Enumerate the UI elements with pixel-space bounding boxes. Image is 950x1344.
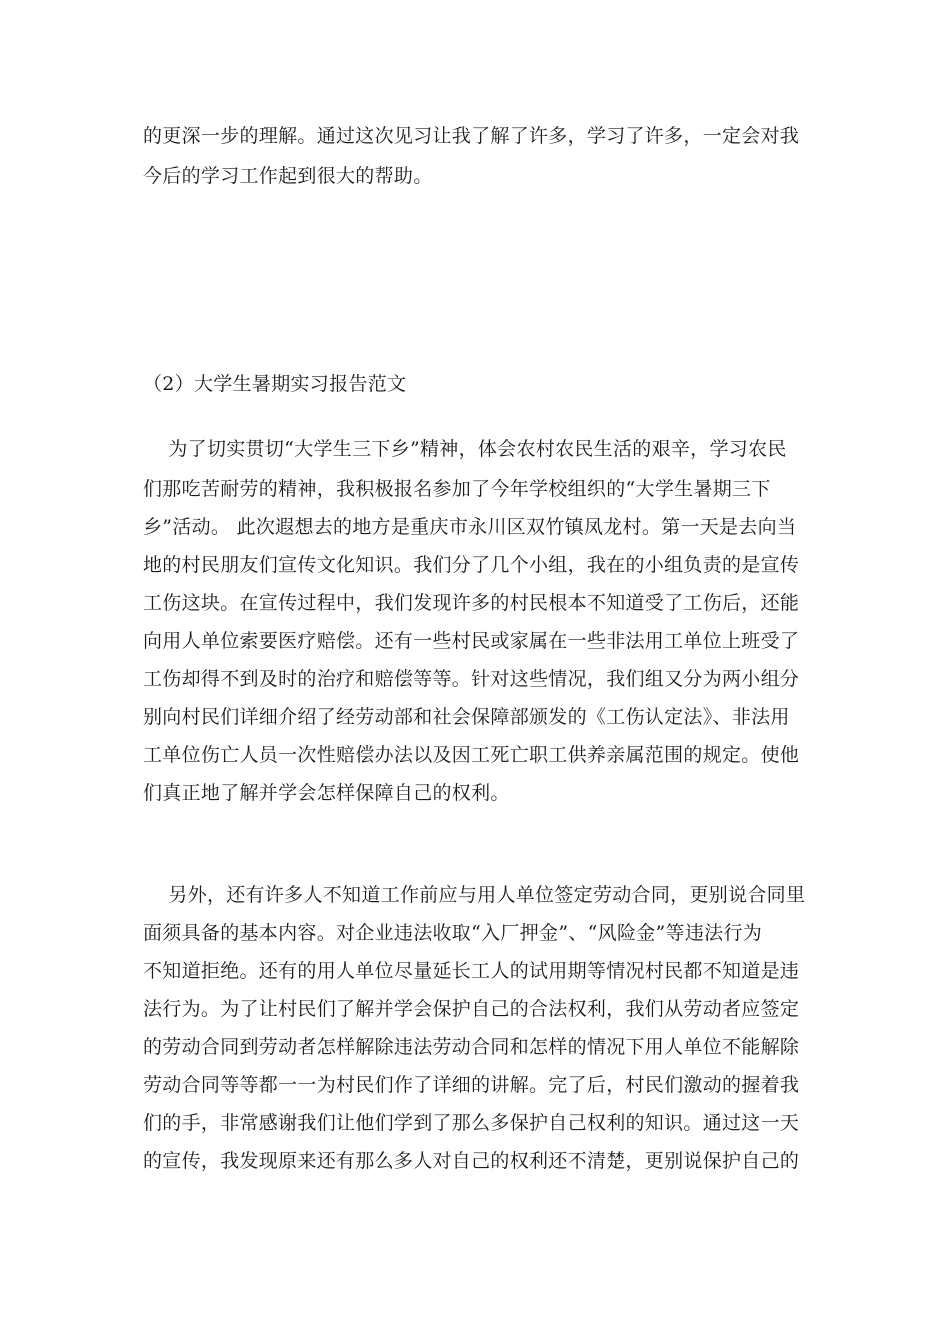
paragraph1-line-8: 别向村民们详细介绍了经劳动部和社会保障部颁发的《工伤认定法》、非法用 bbox=[143, 706, 790, 728]
paragraph2-line-6: 劳动合同等等都一一为村民们作了详细的讲解。完了后，村民们激动的握着我 bbox=[143, 1074, 800, 1096]
paragraph2-line-7: 们的手，非常感谢我们让他们学到了那么多保护自己权利的知识。通过这一天 bbox=[143, 1112, 800, 1134]
section-heading: （2）大学生暑期实习报告范文 bbox=[143, 373, 407, 395]
paragraph1-line-2: 们那吃苦耐劳的精神，我积极报名参加了今年学校组织的“大学生暑期三下 bbox=[143, 478, 771, 500]
paragraph1-line-6: 向用人单位索要医疗赔偿。还有一些村民或家属在一些非法用工单位上班受了 bbox=[143, 630, 800, 652]
continuation-line-1: 的更深一步的理解。通过这次见习让我了解了许多，学习了许多，一定会对我 bbox=[143, 125, 800, 147]
paragraph2-line-5: 的劳动合同到劳动者怎样解除违法劳动合同和怎样的情况下用人单位不能解除 bbox=[143, 1036, 800, 1058]
paragraph2-line-2: 面须具备的基本内容。对企业违法收取“入厂押金”、“风险金”等违法行为 bbox=[143, 922, 763, 944]
paragraph2-line-1: 另外，还有许多人不知道工作前应与用人单位签定劳动合同，更别说合同里 bbox=[143, 884, 806, 906]
paragraph1-line-7: 工伤却得不到及时的治疗和赔偿等等。针对这些情况，我们组又分为两小组分 bbox=[143, 668, 800, 690]
paragraph2-line-3: 不知道拒绝。还有的用人单位尽量延长工人的试用期等情况村民都不知道是违 bbox=[143, 960, 800, 982]
paragraph1-line-4: 地的村民朋友们宣传文化知识。我们分了几个小组，我在的小组负责的是宣传 bbox=[143, 554, 800, 576]
paragraph1-line-1: 为了切实贯切“大学生三下乡”精神，体会农村农民生活的艰辛，学习农民 bbox=[143, 438, 787, 460]
paragraph2-line-4: 法行为。为了让村民们了解并学会保护自己的合法权利，我们从劳动者应签定 bbox=[143, 998, 800, 1020]
paragraph1-line-3: 乡”活动。 此次遐想去的地方是重庆市永川区双竹镇凤龙村。第一天是去向当 bbox=[143, 516, 797, 538]
paragraph1-line-10: 们真正地了解并学会怎样保障自己的权利。 bbox=[143, 782, 510, 804]
paragraph1-line-9: 工单位伤亡人员一次性赔偿办法以及因工死亡职工供养亲属范围的规定。使他 bbox=[143, 744, 800, 766]
paragraph2-line-8: 的宣传，我发现原来还有那么多人对自己的权利还不清楚，更别说保护自己的 bbox=[143, 1150, 800, 1172]
continuation-line-2: 今后的学习工作起到很大的帮助。 bbox=[143, 165, 433, 187]
paragraph1-line-5: 工伤这块。在宣传过程中，我们发现许多的村民根本不知道受了工伤后，还能 bbox=[143, 592, 800, 614]
